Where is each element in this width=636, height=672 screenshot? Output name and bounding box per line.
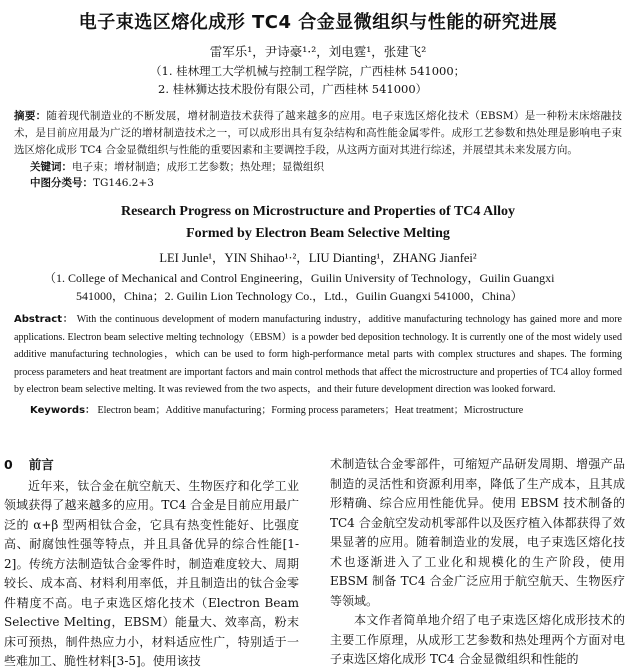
cn-class-text: TG146.2+3: [93, 177, 154, 189]
en-title-line-2: Formed by Electron Beam Selective Melting: [186, 226, 450, 241]
intro-paragraph-right-2: 本文作者简单地介绍了电子束选区熔化成形技术的主要工作原理，从成形工艺参数和热处理两个方面对电子束选区熔化成形 TC4 合金显微组织和性能的: [330, 613, 625, 666]
en-affiliations: [0, 269, 636, 305]
en-abstract: [14, 311, 622, 399]
cn-affiliations: [150, 62, 636, 98]
en-title-line-1: Research Progress on Microstructure and Properties of TC4 Alloy: [120, 204, 516, 219]
section-number: 0: [4, 457, 13, 472]
en-affiliation-2: 541000，China；2. Guilin Lion Technology Co.，Ltd.，Guilin Guangxi 541000，China）: [76, 289, 523, 303]
section-title: 前言: [28, 457, 54, 472]
en-title: [0, 201, 636, 245]
cn-abstract-label: 摘要：: [14, 110, 47, 122]
en-keywords: [30, 403, 622, 419]
cn-classification: [30, 175, 622, 191]
cn-authors: 雷军乐¹，尹诗豪¹·²，刘电霆¹，张建飞²: [209, 44, 427, 59]
cn-abstract-text: 随着现代制造业的不断发展，增材制造技术获得了越来越多的应用。电子束选区熔化技术（EBSM）是一种粉末床熔融技术，是目前应用最为广泛的增材制造技术之一，可以成形出具有复杂结构和高性能金属零件。成形工艺参数和热处理是影响电子束选区熔化成形 TC4 合金显微组织与性能的重要因素和主要调控手段，从这两方面对其进行综述，并展望其未来发展方向。: [14, 110, 622, 156]
en-abstract-text: With the continuous development of modern manufacturing industry，additive manufacturing technology has gained more and more applications. Electron beam selective melting technology（EBSM）is a powder bed deposition technology. It is currently one of the most widely used additive manufacturing technologies，which can be used to form high-performance metal parts with complex structures and shapes. The forming process parameters and heat treatment are important factors and main control methods that affect the microstructure and properties of TC4 alloy formed by electron beam selective melting. It was reviewed from the two aspects，and their future development direction was looked forward.: [14, 314, 622, 395]
right-column: [330, 455, 625, 670]
cn-affiliation-1: （1. 桂林理工大学机械与控制工程学院，广西桂林 541000；: [150, 64, 466, 78]
intro-paragraph-left: 近年来，钛合金在航空航天、生物医疗和化学工业领域获得了越来越多的应用。TC4 合金是目前应用最广泛的 α+β 型两相钛合金，它具有热变性能好、比强度高、耐腐蚀性强等特点，并且具备优异的综合性能[1-2]。传统方法制造钛合金零件时，制造难度较大、周期较长、成本高、材料利用率低，并且制造出的钛合金零件精度不高。电子束选区熔化技术（Electron Beam Selective Melting，EBSM）能量大、效率高，粉末床可预热，制件热应力小，材料适应性广，特别适于一些难加工、脆性材料[3-5]。使用该技: [4, 478, 299, 668]
cn-affiliation-2: 2. 桂林狮达技术股份有限公司，广西桂林 541000）: [158, 82, 428, 96]
cn-keywords-text: 电子束；增材制造；成形工艺参数；热处理；显微组织: [72, 161, 324, 173]
en-abstract-label: Abstract：: [14, 314, 74, 325]
intro-paragraph-right-1: 术制造钛合金零部件，可缩短产品研发周期、增强产品制造的灵活性和资源利用率，降低了生产成本，且其成形精确、综合应用性能优异。使用 EBSM 技术制备的 TC4 合金航空发动机零部件以及医疗植入体都获得了效果显著的应用。随着制造业的发展，电子束选区熔化技术也逐渐进入了工业化和规模化的生产阶段，使用 EBSM 制备 TC4 合金广泛应用于航空航天、生物医疗等领域。: [330, 457, 625, 608]
cn-keywords: [30, 159, 622, 175]
cn-abstract: [14, 108, 622, 159]
en-keywords-label: Keywords：: [30, 404, 96, 416]
cn-class-label: 中图分类号：: [30, 177, 93, 189]
en-keywords-text: Electron beam；Additive manufacturing；Forming process parameters；Heat treatment；Microstructure: [97, 404, 524, 416]
section-heading: [4, 455, 299, 475]
en-authors: LEI Junle¹，YIN Shihao¹·²，LIU Dianting¹，ZHANG Jianfei²: [159, 251, 477, 265]
left-column: [0, 455, 299, 672]
cn-keywords-label: 关键词：: [30, 161, 72, 173]
cn-title: 电子束选区熔化成形 TC4 合金显微组织与性能的研究进展: [78, 12, 558, 33]
en-affiliation-1: （1. College of Mechanical and Control Engineering，Guilin University of Technology，Guilin Guangxi: [44, 271, 555, 285]
